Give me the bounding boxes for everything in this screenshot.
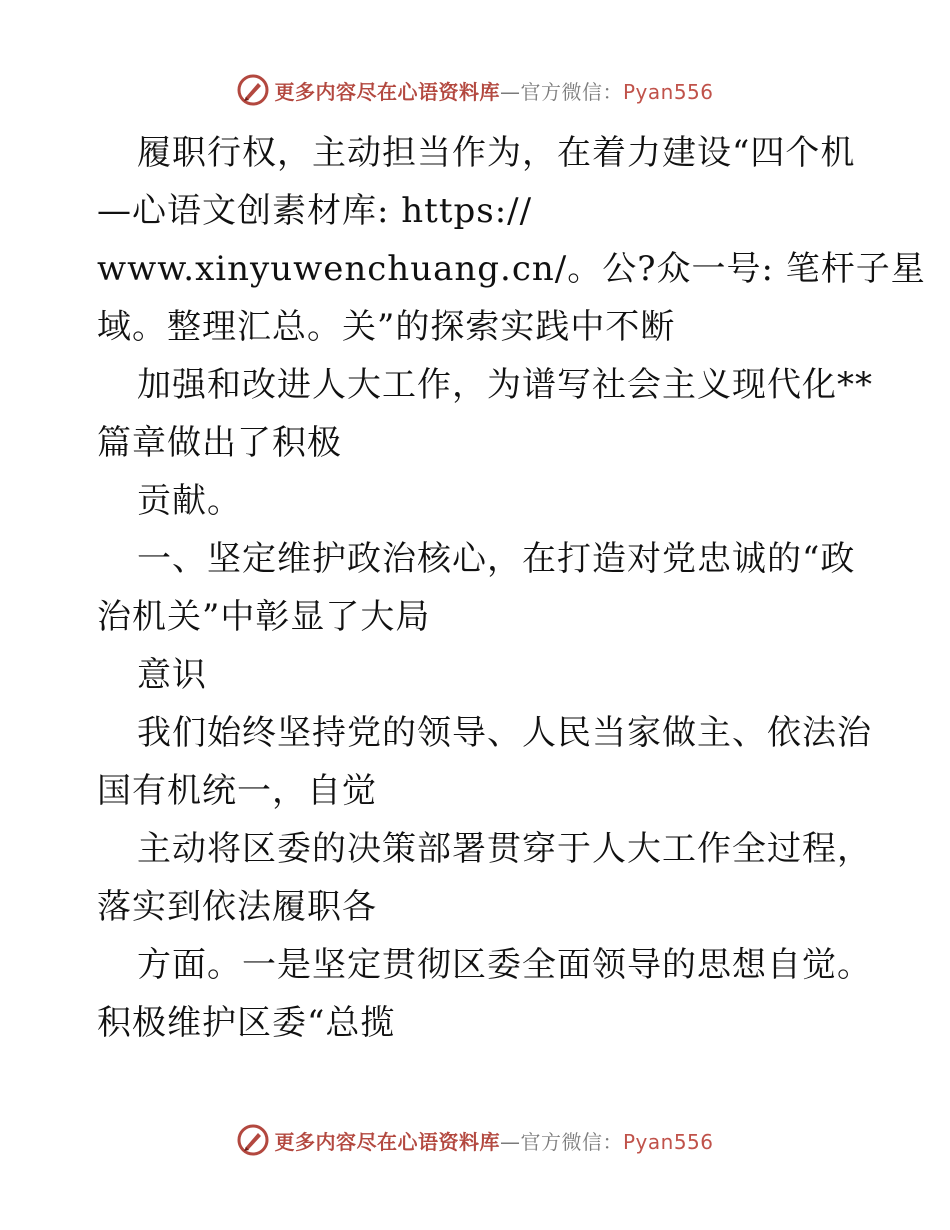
text-line: 治机关”中彰显了大局 — [97, 597, 431, 637]
document-body — [97, 124, 926, 1052]
watermark-main: 更多内容尽在心语资料库 — [274, 79, 500, 104]
watermark-label: 官方微信： — [520, 79, 623, 104]
text-line: 积极维护区委“总揽 — [97, 1003, 396, 1043]
pen-logo-icon — [236, 73, 270, 107]
text-line: 篇章做出了积极 — [97, 423, 342, 463]
footer-watermark — [0, 1120, 950, 1160]
text-line: 落实到依法履职各 — [97, 887, 377, 927]
text-line: 一、坚定维护政治核心，在打造对党忠诚的“政 — [137, 539, 856, 579]
text-line-content: —心语文创素材库: https:// — [97, 191, 533, 231]
text-line: 加强和改进人大工作，为谱写社会主义现代化** — [137, 365, 873, 405]
watermark-separator: — — [499, 1129, 521, 1154]
text-line: 我们始终坚持党的领导、人民当家做主、依法治 — [137, 713, 872, 753]
text-line-content: www.xinyuwenchuang.cn/。公?众一号: 笔杆子星 — [97, 249, 926, 289]
text-line: 主动将区委的决策部署贯穿于人大工作全过程， — [137, 829, 872, 869]
text-line: 贡献。 — [137, 481, 242, 521]
header-watermark-text — [274, 76, 713, 105]
text-line: 方面。一是坚定贯彻区委全面领导的思想自觉。 — [137, 945, 872, 985]
watermark-id: Pyan556 — [622, 79, 714, 104]
pen-logo-icon — [236, 1123, 270, 1157]
text-line: 履职行权，主动担当作为，在着力建设“四个机 — [137, 133, 856, 173]
text-line: 意识 — [137, 655, 207, 695]
watermark-id: Pyan556 — [622, 1129, 714, 1154]
watermark-main: 更多内容尽在心语资料库 — [274, 1129, 500, 1154]
watermark-separator: — — [499, 79, 521, 104]
text-line — [97, 240, 926, 298]
text-line — [97, 182, 857, 240]
text-line: 国有机统一，自觉 — [97, 771, 377, 811]
watermark-label: 官方微信： — [520, 1129, 623, 1154]
footer-watermark-text — [274, 1126, 713, 1155]
header-watermark — [0, 70, 950, 110]
text-line: 域。整理汇总。关”的探索实践中不断 — [97, 307, 676, 347]
